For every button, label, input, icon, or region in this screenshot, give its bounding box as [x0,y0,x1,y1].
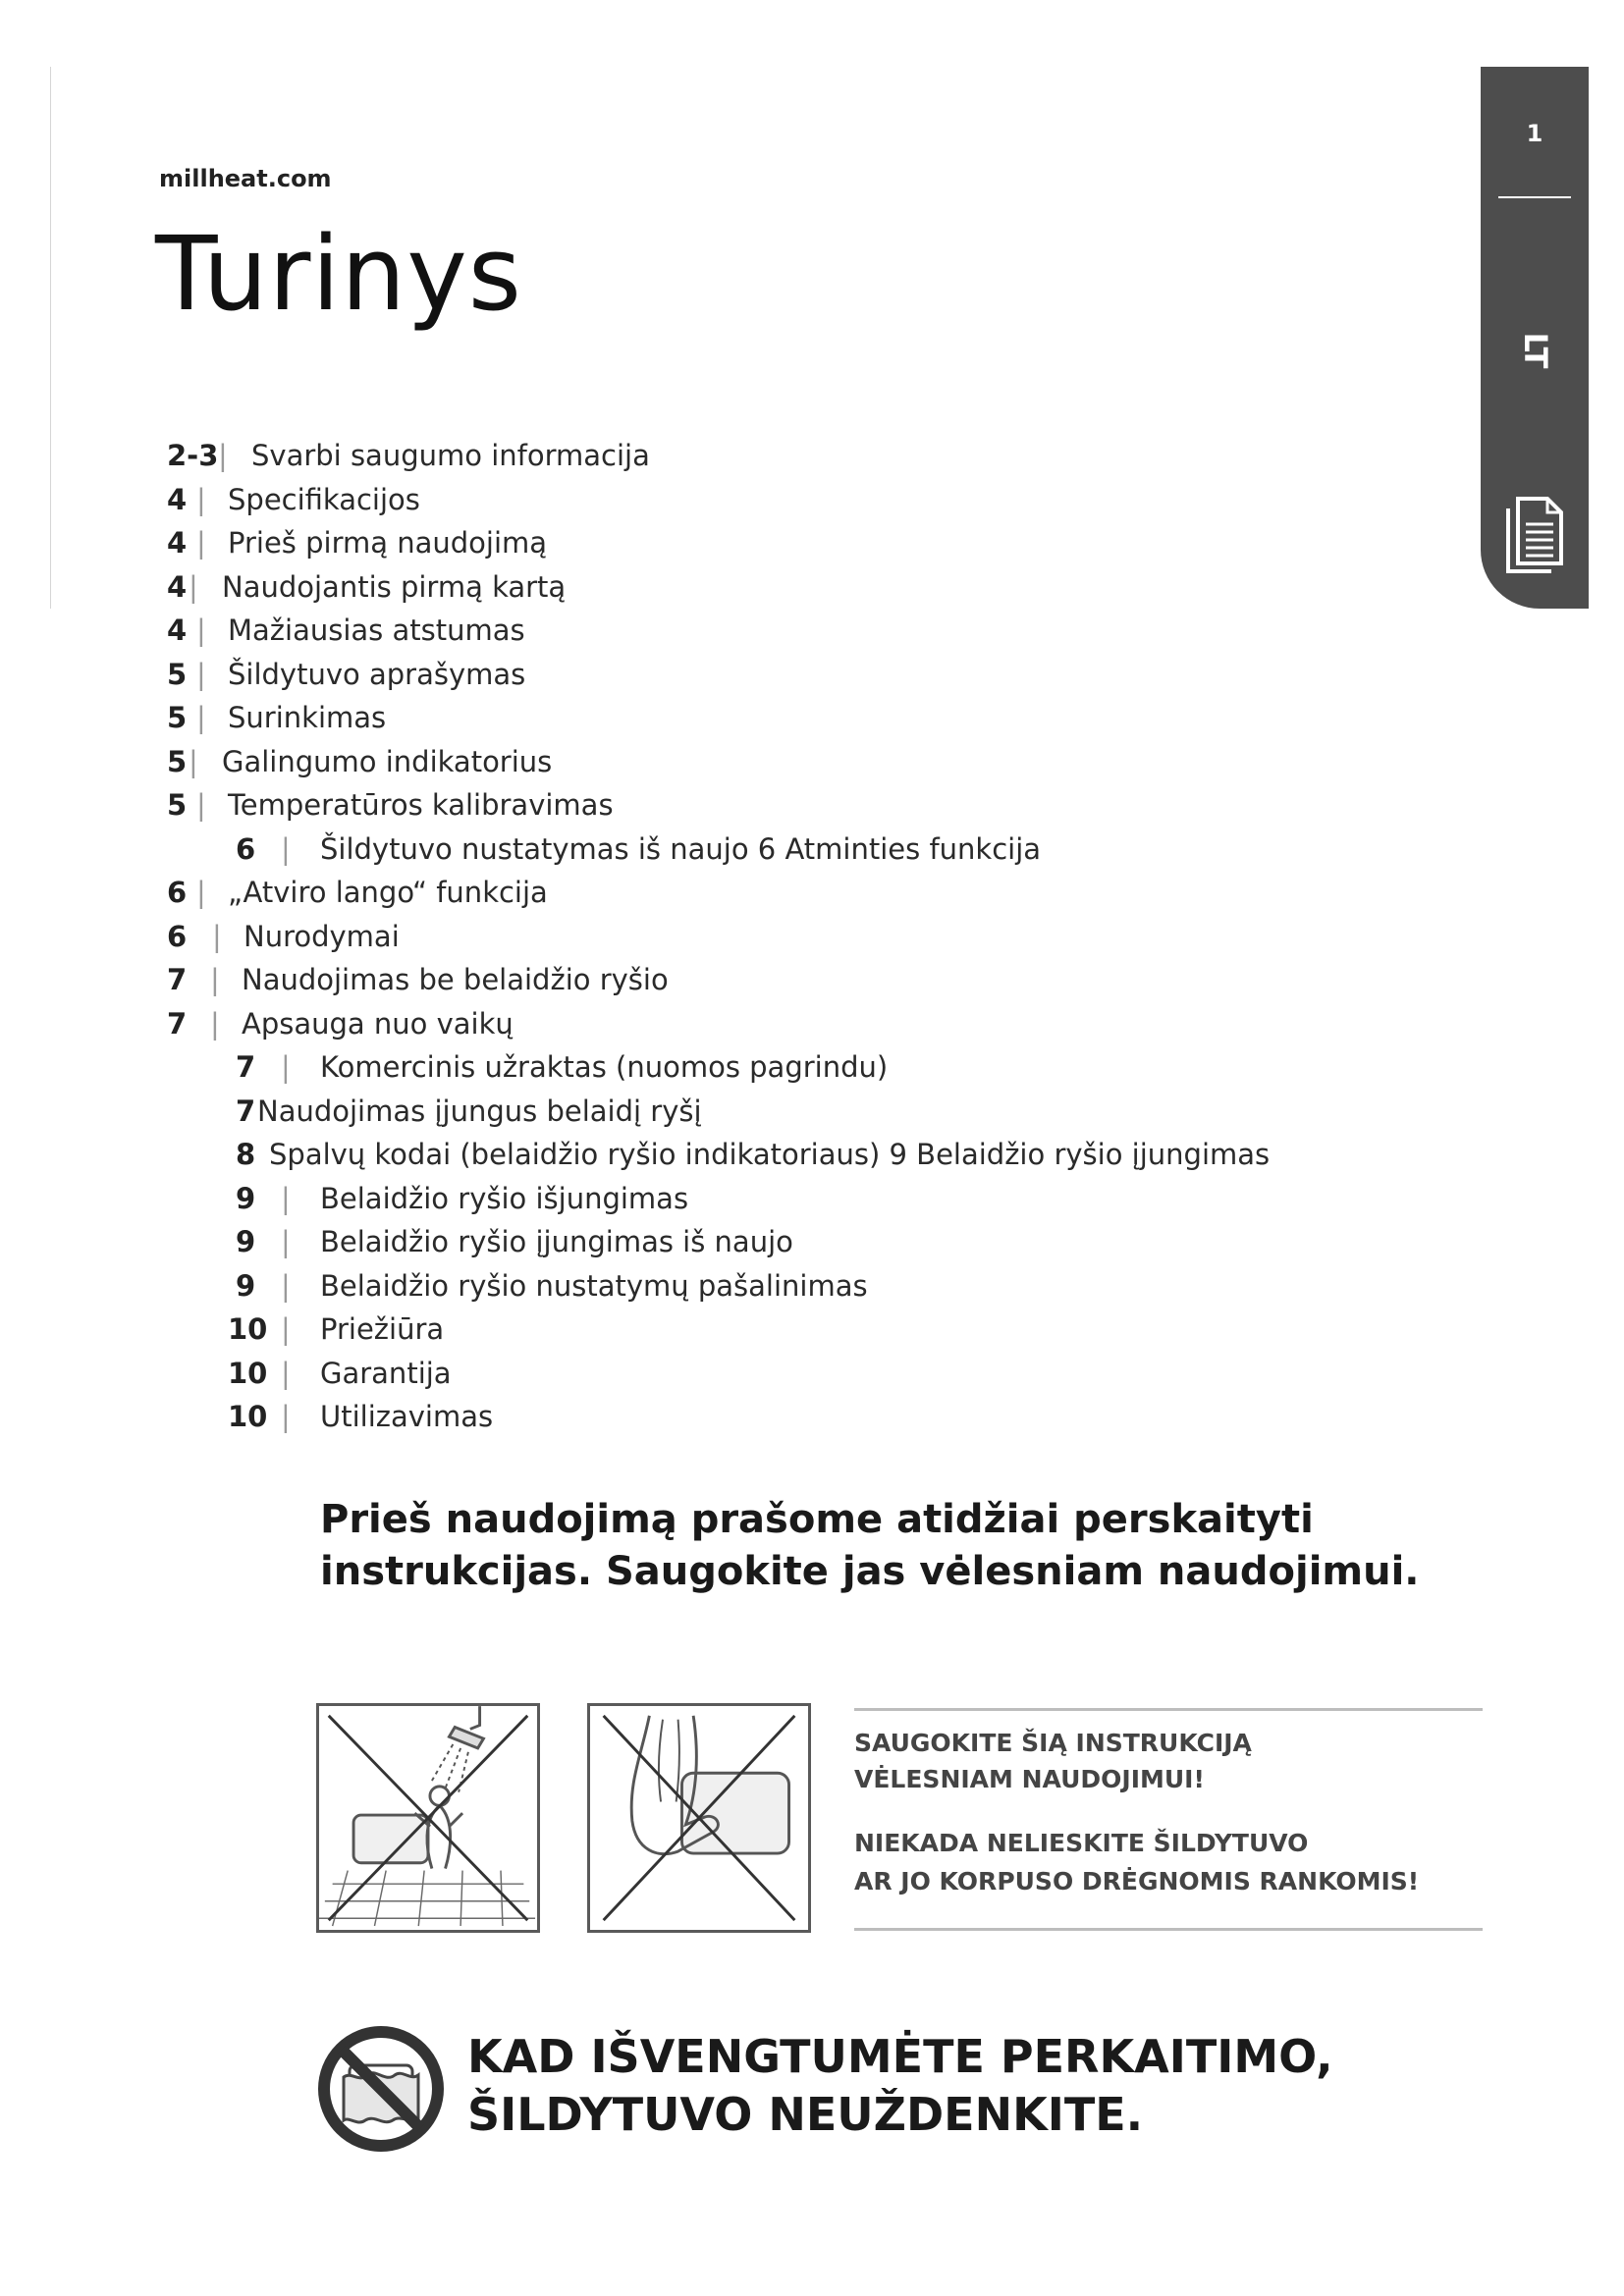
overheat-warning [467,2028,1333,2144]
toc-separator: | [281,1356,291,1390]
toc-label: Šildytuvo aprašymas [228,657,526,691]
toc-page: 6 [167,876,188,909]
toc-page: 7 [167,1006,188,1041]
toc-label: Svarbi saugumo informacija [251,439,650,472]
toc-label: Naudojantis pirmą kartą [222,569,567,604]
save-instructions-line-2: VĖLESNIAM NAUDOJIMUI! [854,1765,1205,1793]
toc-page: 9 [236,1181,256,1215]
toc-page: 6 [167,919,188,953]
toc-page: 7 [236,1050,256,1084]
toc-page: 4 [167,569,188,604]
toc-page: 5 [167,744,188,778]
toc-separator: | [281,1312,291,1346]
toc-label: Priežiūra [320,1312,445,1346]
toc-label: Surinkimas [228,701,387,734]
toc-label: Specifikacijos [228,482,420,516]
toc-separator: | [281,1400,291,1433]
toc-separator: | [210,1006,220,1041]
wet-hands-warning-line-1: NIEKADA NELIESKITE ŠILDYTUVO [854,1829,1309,1857]
warning-divider-top [854,1708,1483,1711]
toc-separator: | [189,569,198,604]
no-bathroom-use-icon [319,1706,537,1930]
do-not-cover-icon [316,2024,446,2154]
toc-separator: | [281,1268,291,1303]
toc-page: 10 [228,1356,268,1390]
notice-line-2: instrukcijas. Saugokite jas vėlesniam naudojimui. [320,1548,1420,1594]
toc-page: 8 [236,1138,256,1171]
toc-page: 10 [228,1400,268,1433]
toc-label: Belaidžio ryšio išjungimas [320,1181,689,1215]
toc-page: 4 [167,614,188,647]
no-wet-hands-pictogram [587,1703,811,1933]
toc-separator: | [196,526,206,560]
toc-separator: | [281,1225,291,1258]
save-instructions-line-1: SAUGOKITE ŠIĄ INSTRUKCIJĄ [854,1729,1252,1757]
toc-label: Nurodymai [244,919,400,953]
toc-separator: | [196,788,206,822]
toc-label: Temperatūros kalibravimas [228,788,614,822]
toc-page: 4 [167,482,188,516]
toc-label: Belaidžio ryšio įjungimas iš naujo [320,1225,793,1258]
toc-separator: | [212,919,222,953]
toc-label: Garantija [320,1356,452,1390]
toc-label: Spalvų kodai (belaidžio ryšio indikatoriaus) 9 Belaidžio ryšio įjungimas [269,1138,1271,1171]
document-icon [1504,495,1567,575]
toc-label: Šildytuvo nustatymas iš naujo 6 Atminties funkcija [320,831,1042,866]
toc-page: 6 [236,831,256,866]
toc-page: 7 [167,963,188,996]
tab-divider [1498,196,1571,198]
toc-label: Apsauga nuo vaikų [242,1006,514,1041]
language-code: LT [1517,332,1554,369]
toc-page: 9 [236,1268,256,1303]
side-tab [1481,67,1589,609]
toc-page: 5 [167,788,188,822]
toc-label: Belaidžio ryšio nustatymų pašalinimas [320,1268,868,1303]
toc-label: „Atviro lango“ funkcija [228,876,548,909]
no-shower-pictogram [316,1703,540,1933]
margin-rule [50,67,51,609]
toc-page: 5 [167,701,188,734]
overheat-line-2: ŠILDYTUVO NEUŽDENKITE. [467,2087,1144,2141]
toc-label: Utilizavimas [320,1400,494,1433]
read-instructions-notice [320,1494,1419,1598]
toc-label: Naudojimas be belaidžio ryšio [242,963,669,996]
toc-separator: | [196,614,206,647]
toc-separator: | [196,701,206,734]
toc-label: Mažiausias atstumas [228,614,525,647]
toc-page: 7 [236,1094,256,1128]
toc-separator: | [281,831,291,866]
toc-page: 10 [228,1312,268,1346]
toc-label: Galingumo indikatorius [222,744,553,778]
notice-line-1: Prieš naudojimą prašome atidžiai perskaityti [320,1497,1314,1542]
toc-page: 5 [167,657,188,691]
toc-separator: | [189,744,198,778]
toc-separator: | [281,1181,291,1215]
toc-separator: | [218,439,228,472]
no-wet-hands-icon [590,1706,808,1930]
toc-separator: | [196,876,206,909]
toc-page: 2-3 [167,439,219,472]
toc-separator: | [281,1050,291,1084]
toc-separator: | [196,482,206,516]
page-number: 1 [1526,120,1543,147]
toc-label: Naudojimas įjungus belaidį ryšį [257,1094,702,1128]
toc-label: Komercinis užraktas (nuomos pagrindu) [320,1050,889,1084]
toc-label: Prieš pirmą naudojimą [228,526,548,560]
overheat-line-1: KAD IŠVENGTUMĖTE PERKAITIMO, [467,2030,1333,2083]
page-title: Turinys [155,214,522,334]
warning-divider-bottom [854,1928,1483,1931]
toc-separator: | [210,963,220,996]
toc-page: 4 [167,526,188,560]
toc-separator: | [196,657,206,691]
wet-hands-warning-line-2: AR JO KORPUSO DRĖGNOMIS RANKOMIS! [854,1867,1420,1896]
site-url: millheat.com [159,165,332,192]
toc-page: 9 [236,1225,256,1258]
